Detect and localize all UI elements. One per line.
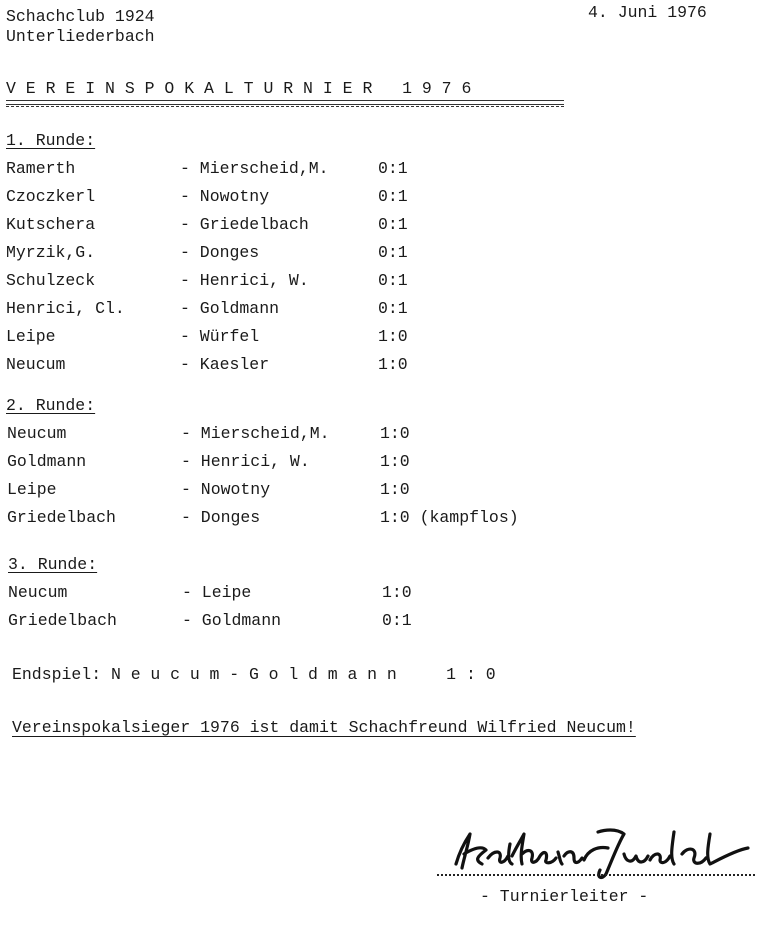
game-result: 0:1 [382, 611, 412, 630]
game-player-1: Henrici, Cl. [6, 299, 125, 318]
game-result: 0:1 [378, 187, 408, 206]
game-player-2: - Henrici, W. [180, 271, 309, 290]
final-pairing: Neucum-Goldmann [111, 665, 407, 684]
game-result: 1:0 [380, 424, 410, 443]
game-player-2: - Goldmann [180, 299, 280, 318]
game-result: 0:1 [378, 159, 408, 178]
game-player-2: - Würfel [180, 327, 260, 346]
game-player-1: Neucum [6, 355, 66, 374]
game-result: 0:1 [378, 271, 408, 290]
game-result: 1:0 [378, 355, 408, 374]
signature-role: - Turnierleiter - [480, 887, 649, 906]
game-player-2: - Goldmann [182, 611, 282, 630]
document-date: 4. Juni 1976 [588, 3, 707, 22]
game-player-1: Griedelbach [8, 611, 117, 630]
game-player-2: - Nowotny [180, 187, 270, 206]
game-player-1: Myrzik,G. [6, 243, 96, 262]
winner-statement: Vereinspokalsieger 1976 ist damit Schachfreund Wilfried Neucum! [12, 718, 636, 737]
game-player-1: Griedelbach [7, 508, 116, 527]
game-player-1: Schulzeck [6, 271, 96, 290]
game-result: 1:0 (kampflos) [380, 508, 519, 527]
game-player-1: Leipe [6, 327, 56, 346]
signature-dotted-line [437, 874, 755, 876]
game-player-2: - Henrici, W. [181, 452, 310, 471]
club-name: Schachclub 1924 [6, 7, 155, 26]
game-player-2: - Griedelbach [180, 215, 309, 234]
game-result: 0:1 [378, 243, 408, 262]
game-player-1: Kutschera [6, 215, 96, 234]
game-player-1: Neucum [8, 583, 68, 602]
game-player-1: Leipe [7, 480, 57, 499]
game-player-2: - Donges [180, 243, 260, 262]
game-result: 0:1 [378, 299, 408, 318]
game-result: 1:0 [378, 327, 408, 346]
game-player-2: - Mierscheid,M. [181, 424, 330, 443]
handwritten-signature [448, 820, 768, 882]
game-player-2: - Leipe [182, 583, 252, 602]
game-result: 1:0 [380, 452, 410, 471]
game-result: 0:1 [378, 215, 408, 234]
round-label: 3. Runde: [8, 555, 98, 574]
game-player-2: - Mierscheid,M. [180, 159, 329, 178]
game-player-2: - Nowotny [181, 480, 271, 499]
round-label: 2. Runde: [6, 396, 96, 415]
club-location: Unterliederbach [6, 27, 155, 46]
game-player-1: Goldmann [7, 452, 87, 471]
document-title: V E R E I N S P O K A L T U R N I E R 1 9 7 6 [6, 79, 472, 98]
final-label: Endspiel: [12, 665, 102, 684]
title-double-rule [6, 100, 564, 105]
game-player-2: - Kaesler [180, 355, 270, 374]
game-player-2: - Donges [181, 508, 261, 527]
game-player-1: Ramerth [6, 159, 76, 178]
final-result: 1 : 0 [446, 665, 496, 684]
game-result: 1:0 [382, 583, 412, 602]
round-label: 1. Runde: [6, 131, 96, 150]
game-result: 1:0 [380, 480, 410, 499]
final-line [12, 667, 496, 684]
game-player-1: Neucum [7, 424, 67, 443]
title-dashed-rule [6, 106, 564, 107]
game-player-1: Czoczkerl [6, 187, 96, 206]
